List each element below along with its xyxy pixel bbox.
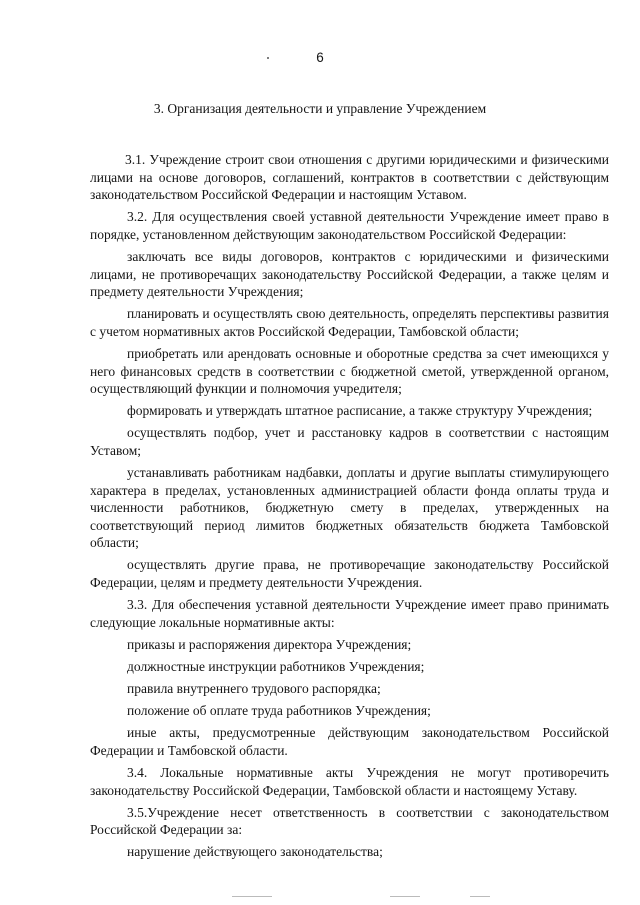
document-body xyxy=(90,151,609,865)
list-item: формировать и утверждать штатное расписание, а также структуру Учреждения; xyxy=(127,403,593,419)
list-item: осуществлять другие права, не противоречащие законодательству Российской Федерации, целям и предмету деятельности Учреждения. xyxy=(90,557,609,591)
paragraph-3-3: 3.3. Для обеспечения уставной деятельности Учреждение имеет право принимать следующие локальные нормативные акты: xyxy=(90,597,609,630)
list-item: должностные инструкции работников Учреждения; xyxy=(127,658,425,674)
list-item: планировать и осуществлять свою деятельность, определять перспективы развития с учетом нормативных актов Российской Федерации, Тамбовской области; xyxy=(90,306,609,339)
list-item: иные акты, предусмотренные действующим законодательством Российской Федерации и Тамбовской области. xyxy=(90,725,609,758)
paragraph-3-4: 3.4. Локальные нормативные акты Учреждения не могут противоречить законодательству Российской Федерации, Тамбовской области и настоящему Уставу. xyxy=(90,764,609,798)
list-item: заключать все виды договоров, контрактов с юридическими и физическими лицами, не противоречащих законодательству Российской Федерации, а также целям и предмету деятельности Учреждения; xyxy=(90,248,609,300)
paragraph-3-1: 3.1. Учреждение строит свои отношения с другими юридическими и физическими лицами на основе договоров, соглашений, контрактов в соответствии с действующим законодательством Российской Федерации и настоящим Уставом. xyxy=(90,152,609,203)
list-item: положение об оплате труда работников Учреждения; xyxy=(127,703,431,719)
list-item: устанавливать работникам надбавки, доплаты и другие выплаты стимулирующего характера в пределах, установленных администрацией области фонда оплаты труда и численности работников, бюджетную смету в пределах, утвержденных на соответствующий период лимитов бюджетных обязательств бюджета Тамбовской области; xyxy=(90,465,609,551)
scan-speck xyxy=(267,57,269,59)
page-number: 6 xyxy=(316,50,324,65)
paragraph-3-2: 3.2. Для осуществления своей уставной деятельности Учреждение имеет право в порядке, установленном действующим законодательством Российской Федерации: xyxy=(90,209,609,242)
section-title: 3. Организация деятельности и управление Учреждением xyxy=(153,101,487,116)
list-item: осуществлять подбор, учет и расстановку кадров в соответствии с настоящим Уставом; xyxy=(90,425,609,458)
paragraph-3-5: 3.5.Учреждение несет ответственность в соответствии с законодательством Российской Федерации за: xyxy=(90,804,609,838)
list-item: правила внутреннего трудового распорядка; xyxy=(127,681,381,697)
list-item: приказы и распоряжения директора Учреждения; xyxy=(127,636,412,652)
scan-edge-marks xyxy=(0,896,640,900)
list-item: нарушение действующего законодательства; xyxy=(127,844,383,860)
list-item: приобретать или арендовать основные и оборотные средства за счет имеющихся у него финансовых средств в соответствии с бюджетной сметой, утвержденной органом, осуществляющий функции и полномочия учредителя; xyxy=(90,345,609,397)
